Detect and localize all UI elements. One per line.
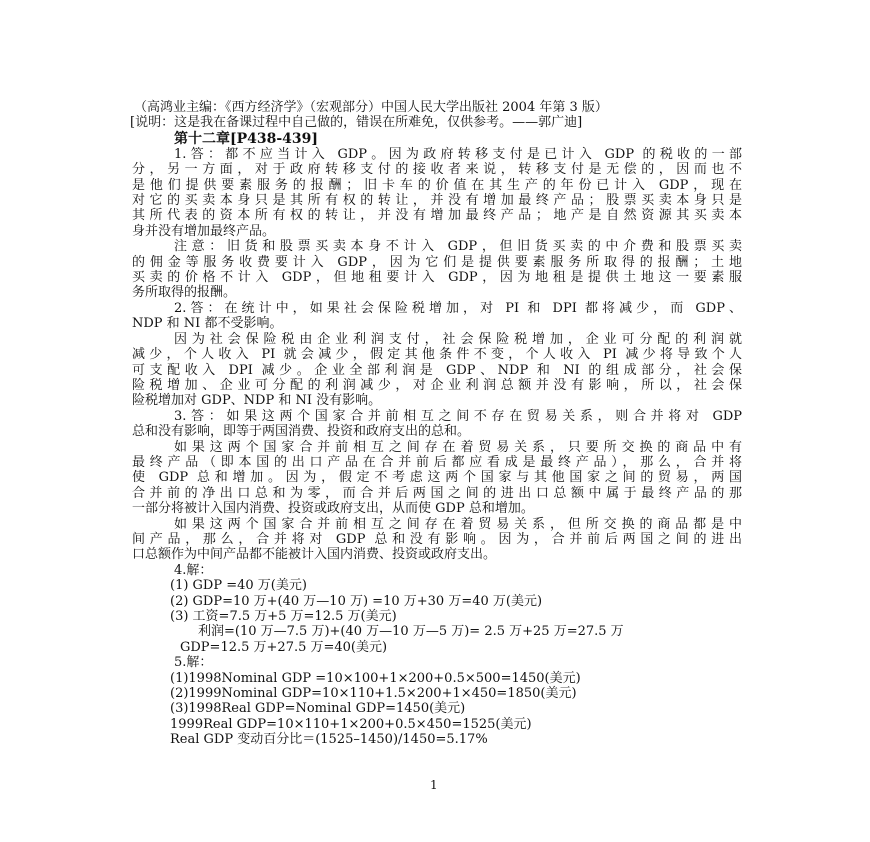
text-line: 4.解：: [174, 562, 213, 578]
text-line: 一部分将被计入国内消费、投资或政府支出，从而使 GDP 总和增加。: [132, 501, 534, 517]
text-line: 如果这两个国家合并前相互之间存在着贸易关系，只要所交换的商品中有: [174, 439, 742, 455]
text-line: 其所代表的资本所有权的转让，并没有增加最终产品；地产是自然资源其买卖本: [132, 208, 742, 224]
text-line: 对它的买卖本身只是其所有权的转让，并没有增加最终产品；股票买卖本身只是: [132, 193, 742, 209]
text-line: 3.答：如果这两个国家合并前相互之间不存在贸易关系，则合并将对 GDP: [174, 408, 742, 424]
text-line: 因为社会保险税由企业利润支付，社会保险税增加，企业可分配的利润就: [174, 331, 742, 347]
chapter-title: 第十二章[P438-439]: [174, 130, 319, 147]
text-line: 1999Real GDP=10×110+1×200+0.5×450=1525(美元): [170, 716, 532, 732]
source-line: （高鸿业主编：《西方经济学》（宏观部分）中国人民大学出版社 2004 年第 3 版）: [134, 100, 608, 115]
text-line: 口总额作为中间产品都不能被计入国内消费、投资或政府支出。: [132, 547, 497, 563]
text-line: 总和没有影响，即等于两国消费、投资和政府支出的总和。: [132, 424, 471, 440]
document-body: [132, 100, 744, 748]
text-line: GDP=12.5 万+27.5 万=40(美元): [180, 639, 388, 655]
text-line: 合并前的净出口总和为零，而合并后两国之间的进出口总额中属于最终产品的那: [132, 485, 742, 501]
note-line: [说明：这是我在备课过程中自己做的，错误在所难免，仅供参考。——郭广迪]: [130, 115, 583, 131]
text-line: (3)1998Real GDP=Nominal GDP=1450(美元): [170, 701, 466, 717]
text-line: 身并没有增加最终产品。: [132, 223, 276, 239]
text-line: (2)1999Nominal GDP=10×110+1.5×200+1×450=1850(美元): [170, 686, 577, 702]
text-line: Real GDP 变动百分比＝(1525–1450)/1450=5.17%: [170, 732, 488, 748]
text-line: 最终产品（即本国的出口产品在合并前后都应看成是最终产品），那么，合并将: [132, 454, 742, 470]
text-line: 2.答：在统计中，如果社会保险税增加，对 PI 和 DPI 都将减少，而 GDP、: [174, 300, 742, 316]
text-line: 间产品，那么，合并将对 GDP 总和没有影响。因为，合并前后两国之间的进出: [132, 531, 742, 547]
text-line: 使 GDP 总和增加。因为，假定不考虑这两个国家与其他国家之间的贸易，两国: [132, 470, 742, 486]
text-line: (3) 工资=7.5 万+5 万=12.5 万(美元): [170, 609, 397, 624]
text-line: 减少，个人收入 PI 就会减少，假定其他条件不变，个人收入 PI 减少将导致个人: [132, 347, 742, 363]
text-line: 的佣金等服务收费要计入 GDP，因为它们是提供要素服务所取得的报酬；土地: [132, 254, 742, 270]
text-line: (1) GDP =40 万(美元): [170, 578, 307, 594]
text-line: 是他们提供要素服务的报酬；旧卡车的价值在其生产的年份已计入 GDP，现在: [132, 177, 742, 193]
text-line: 5.解：: [174, 655, 213, 671]
text-line: 分，另一方面，对于政府转移支付的接收者来说，转移支付是无偿的，因而也不: [132, 162, 742, 178]
text-line: 可支配收入 DPI 减少。企业全部利润是 GDP、NDP 和 NI 的组成部分，社会保: [132, 362, 742, 378]
text-line: 险税增加对 GDP、NDP 和 NI 没有影响。: [132, 393, 382, 409]
text-line: 利润=(10 万—7.5 万)+(40 万—10 万—5 万)= 2.5 万+25 万=27.5 万: [198, 624, 624, 640]
page-number: 1: [430, 778, 438, 792]
text-line: 如果这两个国家合并前相互之间存在着贸易关系，但所交换的商品都是中: [174, 516, 742, 532]
text-line: 务所取得的报酬。: [132, 285, 237, 301]
text-line: (1)1998Nominal GDP =10×100+1×200+0.5×500=1450(美元): [170, 670, 581, 686]
text-line: NDP 和 NI 都不受影响。: [132, 316, 283, 332]
text-line: 买卖的价格不计入 GDP，但地租要计入 GDP，因为地租是提供土地这一要素服: [132, 270, 742, 286]
text-line: (2) GDP=10 万+(40 万—10 万) =10 万+30 万=40 万(美元): [170, 593, 543, 609]
text-line: 1.答：都不应当计入 GDP。因为政府转移支付是已计入 GDP 的税收的一部: [174, 146, 742, 162]
text-line: 险税增加、企业可分配的利润减少，对企业利润总额并没有影响，所以，社会保: [132, 377, 742, 393]
text-line: 注意：旧货和股票买卖本身不计入 GDP，但旧货买卖的中介费和股票买卖: [174, 239, 742, 255]
